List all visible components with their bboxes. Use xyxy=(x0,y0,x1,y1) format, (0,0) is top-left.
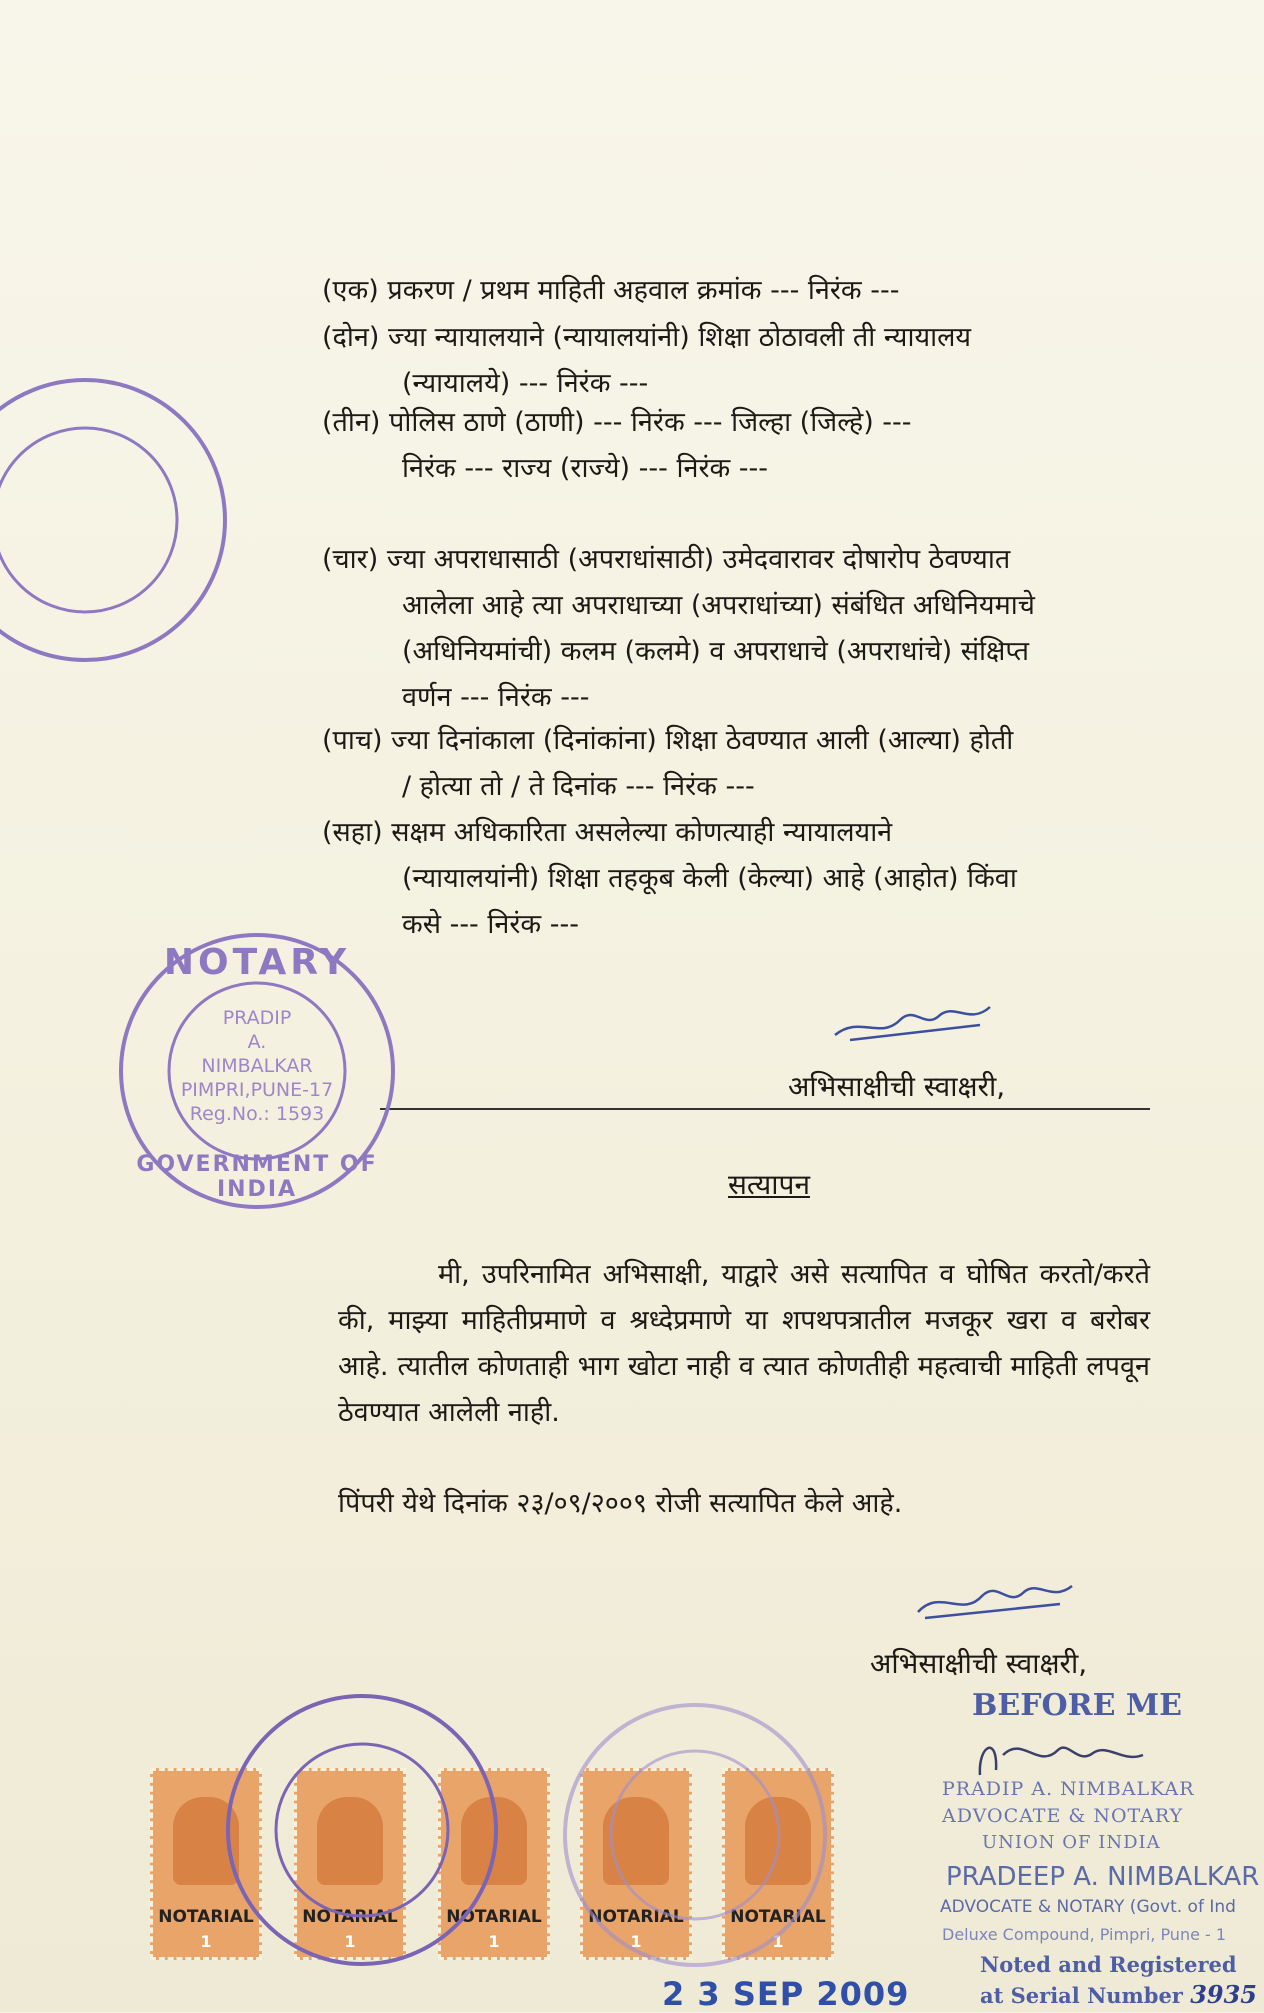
stamp-denomination: 1 xyxy=(488,1932,500,1951)
clause-line: (अधिनियमांची) कलम (कलमे) व अपराधाचे (अपराधांचे) संक्षिप्त xyxy=(402,636,1030,667)
stamp-label: NOTARIAL xyxy=(302,1907,398,1927)
clause-3 xyxy=(322,400,1142,492)
clause-line: ज्या अपराधासाठी (अपराधांसाठी) उमेदवारावर दोषारोप ठेवण्यात xyxy=(386,544,1011,575)
clause-line: निरंक --- राज्य (राज्ये) --- निरंक --- xyxy=(402,453,769,484)
stamp-label: NOTARIAL xyxy=(730,1907,826,1927)
signature-line xyxy=(380,1108,1150,1110)
clause-line: वर्णन --- निरंक --- xyxy=(402,682,590,713)
serial-label: at Serial Number xyxy=(980,1983,1183,2008)
seal-top-text: NOTARY xyxy=(163,942,351,983)
stamp-label: NOTARIAL xyxy=(588,1907,684,1927)
signature-label-2: अभिसाक्षीची स्वाक्षरी, xyxy=(870,1647,1088,1680)
verification-paragraph xyxy=(338,1252,1150,1436)
place-date-line: पिंपरी येथे दिनांक २३/०९/२००९ रोजी सत्यापित केले आहे. xyxy=(338,1488,903,1519)
date-stamp: 2 3 SEP 2009 xyxy=(662,1975,910,2013)
seal-name-line: Reg.No.: 1593 xyxy=(189,1103,325,1125)
stamp-denomination: 1 xyxy=(630,1932,642,1951)
stamp-denomination: 1 xyxy=(200,1932,212,1951)
clause-label: (पाच) xyxy=(322,725,383,756)
notary-signature xyxy=(968,1725,1158,1785)
notary-line-6: Deluxe Compound, Pimpri, Pune - 1 xyxy=(942,1925,1227,1944)
clause-line: पोलिस ठाणे (ठाणी) --- निरंक --- जिल्हा (जिल्हे) --- xyxy=(389,407,912,438)
clause-line: / होत्या तो / ते दिनांक --- निरंक --- xyxy=(402,771,755,802)
seal-bottom-text: GOVERNMENT OF INDIA xyxy=(136,1152,378,1202)
clause-line: (न्यायालयांनी) शिक्षा तहकूब केली (केल्या) आहे (आहोत) किंवा xyxy=(402,863,1017,894)
clause-label: (तीन) xyxy=(322,407,381,438)
stamp-label: NOTARIAL xyxy=(446,1907,542,1927)
seal-name-line: PIMPRI,PUNE-17 xyxy=(180,1079,334,1101)
notary-line-5: ADVOCATE & NOTARY (Govt. of Ind xyxy=(940,1897,1236,1917)
clause-label: (एक) xyxy=(322,275,379,306)
seal-name-line: A. xyxy=(247,1031,267,1053)
verification-heading: सत्यापन xyxy=(728,1168,810,1201)
signature-scribble-2 xyxy=(910,1560,1080,1630)
notary-seal-on-stamps-2 xyxy=(560,1700,830,1970)
clause-line: ज्या दिनांकाला (दिनांकांना) शिक्षा ठेवण्यात आली (आल्या) होती xyxy=(391,725,1014,756)
notary-line-8 xyxy=(980,1980,1257,2009)
clause-label: (दोन) xyxy=(322,322,380,353)
clause-4 xyxy=(322,537,1142,721)
notary-seal-middle xyxy=(116,930,398,1212)
seal-name xyxy=(116,1006,398,1126)
clause-label: (चार) xyxy=(322,544,379,575)
clause-line: सक्षम अधिकारिता असलेल्या कोणत्याही न्यायालयाने xyxy=(391,817,893,848)
notary-line-2: ADVOCATE & NOTARY xyxy=(942,1805,1184,1827)
notary-line-1: PRADIP A. NIMBALKAR xyxy=(942,1778,1195,1800)
clause-1 xyxy=(322,268,1142,314)
verification-text: मी, उपरिनामित अभिसाक्षी, याद्वारे असे सत्यापित व घोषित करतो/करते की, माझ्या माहितीप्रमाणे व श्रध्देप्रमाणे या शपथपत्रातील मजकूर खरा व बरोबर आहे. त्यातील कोणताही भाग खोटा नाही व त्यात कोणतीही महत्वाची माहिती लपवून ठेवण्यात आलेली नाही. xyxy=(338,1259,1150,1428)
clause-line: आलेला आहे त्या अपराधाच्या (अपराधांच्या) संबंधित अधिनियमाचे xyxy=(402,590,1035,621)
clause-line: (न्यायालये) --- निरंक --- xyxy=(402,368,649,399)
clause-2 xyxy=(322,315,1142,407)
serial-number: 3935 xyxy=(1190,1980,1257,2009)
before-me-heading: BEFORE ME xyxy=(972,1688,1182,1723)
seal-name-line: PRADIP xyxy=(222,1007,292,1029)
clause-line: ज्या न्यायालयाने (न्यायालयांनी) शिक्षा ठोठावली ती न्यायालय xyxy=(387,322,972,353)
stamp-denomination: 1 xyxy=(772,1932,784,1951)
stamp-denomination: 1 xyxy=(344,1932,356,1951)
clause-label: (सहा) xyxy=(322,817,383,848)
clause-6 xyxy=(322,810,1142,948)
notary-line-3: UNION OF INDIA xyxy=(982,1832,1161,1853)
clause-line: कसे --- निरंक --- xyxy=(402,909,579,940)
notary-line-4: PRADEEP A. NIMBALKAR xyxy=(946,1862,1260,1892)
signature-scribble-1 xyxy=(830,985,1010,1055)
signature-label-1: अभिसाक्षीची स्वाक्षरी, xyxy=(788,1070,1006,1103)
notary-line-7: Noted and Registered xyxy=(980,1952,1237,1977)
clause-line: प्रकरण / प्रथम माहिती अहवाल क्रमांक --- निरंक --- xyxy=(387,275,900,306)
stamp-label: NOTARIAL xyxy=(158,1907,254,1927)
clause-5 xyxy=(322,718,1142,810)
notary-seal-on-stamps-1 xyxy=(222,1690,502,1970)
seal-name-line: NIMBALKAR xyxy=(201,1055,313,1077)
notary-seal-left xyxy=(0,375,230,665)
